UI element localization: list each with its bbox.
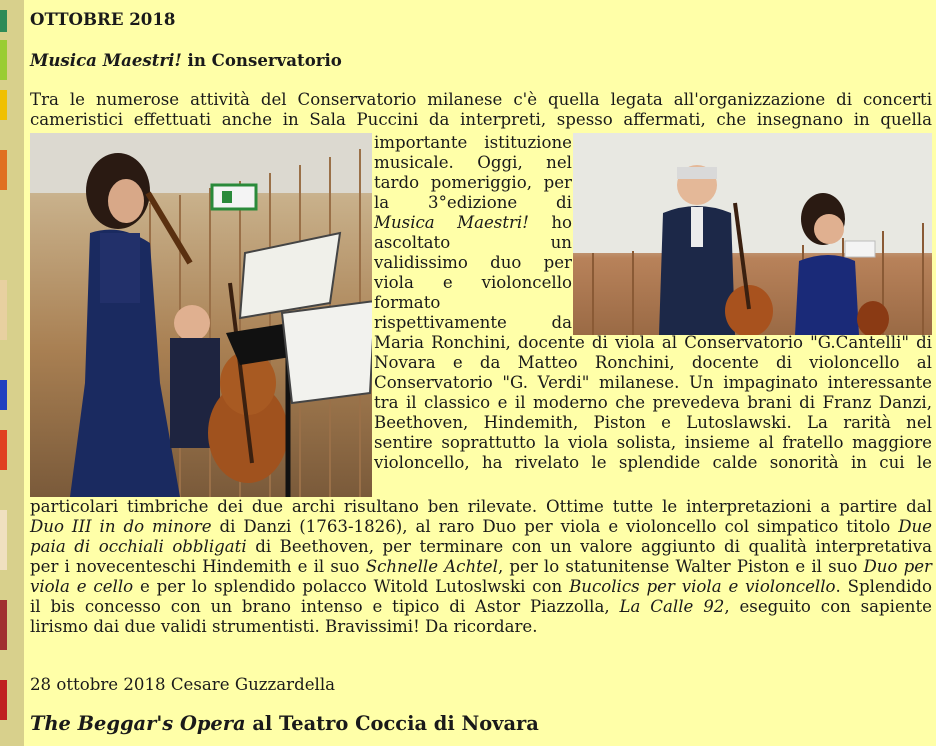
work-title-italic: paia di occhiali obbligati xyxy=(30,537,247,556)
wrapped-text-full xyxy=(30,497,932,637)
text-fragment: e per lo splendido polacco Witold Lutoslwski con xyxy=(133,577,570,596)
text-line: violoncello, ha rivelato le splendide calde sonorità in cui le xyxy=(374,453,932,472)
work-title-italic: La Calle 92 xyxy=(619,597,725,616)
concert-photo-performers xyxy=(30,133,372,497)
article xyxy=(30,0,932,746)
concert-photo-bow-drawing xyxy=(573,133,932,335)
text-line: Conservatorio "G. Verdi" milanese. Un impaginato interessante xyxy=(374,373,932,392)
text-line xyxy=(30,517,932,537)
text-line: validissimo duo per xyxy=(374,253,572,272)
text-fragment: il bis concesso con un brano intenso e tipico di Astor Piazzolla, xyxy=(30,597,620,616)
date-heading: OTTOBRE 2018 xyxy=(30,9,176,29)
sidebar-color-strip xyxy=(0,0,7,746)
text-line: tardo pomeriggio, per xyxy=(374,173,572,192)
text-line: musicale. Oggi, nel xyxy=(374,153,572,172)
text-fragment: di Beethoven, per terminare con un valore aggiunto di qualità interpretativa xyxy=(246,537,933,556)
text-line: rispettivamente da xyxy=(374,313,572,332)
next-article-title-rest: al Teatro Coccia di Novara xyxy=(245,712,539,735)
text-line: tra il classico e il moderno che prevedeva brani di Franz Danzi, xyxy=(374,393,932,412)
article-title xyxy=(30,50,342,70)
text-line: cameristici effettuati anche in Sala Puccini da interpreti, spesso affermati, che insegnano in quella xyxy=(30,110,932,129)
text-line: la 3°edizione di xyxy=(374,193,572,212)
concert-photo-bow xyxy=(573,133,932,335)
text-fragment: , eseguito con sapiente xyxy=(724,597,932,616)
next-article-title[interactable] xyxy=(30,714,539,734)
musica-maestri-italic: Musica Maestri! xyxy=(374,213,529,232)
work-title-italic: Duo III in do minore xyxy=(30,517,212,536)
text-fragment: lirismo dai due validi strumentisti. Bravissimi! Da ricordare. xyxy=(30,617,538,636)
wrapped-text-narrow xyxy=(374,133,572,333)
text-line: sentire soprattutto la viola solista, insieme al fratello maggiore xyxy=(374,433,932,452)
article-title-rest: in Conservatorio xyxy=(181,50,342,70)
text-line: viola e violoncello xyxy=(374,273,572,292)
text-line: importante istituzione xyxy=(374,133,572,152)
text-line: ascoltato un xyxy=(374,233,572,252)
concert-photo-drawing xyxy=(30,133,372,497)
intro-paragraph xyxy=(30,90,932,130)
work-title-italic: Duo per xyxy=(863,557,932,576)
work-title-italic: Due xyxy=(898,517,932,536)
article-title-italic: Musica Maestri! xyxy=(30,50,182,70)
text-line xyxy=(30,497,932,517)
text-fragment: . Splendido xyxy=(835,577,932,596)
text-line xyxy=(30,537,932,557)
text-line: formato xyxy=(374,293,441,312)
text-line-italic: Musica Maestri! ho xyxy=(374,213,572,232)
text-fragment: di Danzi (1763-1826), al raro Duo per viola e violoncello col simpatico titolo xyxy=(211,517,899,536)
work-title-italic: viola e cello xyxy=(30,577,134,596)
work-title-italic: Schnelle Achtel xyxy=(365,557,498,576)
work-title-italic: Bucolics per viola e violoncello xyxy=(569,577,836,596)
text-line xyxy=(30,617,932,637)
text-line: Maria Ronchini, docente di viola al Conservatorio "G.Cantelli" di xyxy=(374,333,932,352)
text-line xyxy=(30,577,932,597)
text-line: Tra le numerose attività del Conservatorio milanese c'è quella legata all'organizzazione di concerti xyxy=(30,90,932,109)
text-line xyxy=(30,557,932,577)
text-fragment: particolari timbriche dei due archi risultano ben rilevate. Ottime tutte le interpretazioni a partire dal xyxy=(30,497,932,516)
text-fragment: per i novecenteschi Hindemith e il suo xyxy=(30,557,366,576)
article-signature: 28 ottobre 2018 Cesare Guzzardella xyxy=(30,675,336,694)
text-line xyxy=(30,597,932,617)
text-line: Beethoven, Hindemith, Piston e Lutoslawski. La rarità nel xyxy=(374,413,932,432)
next-article-title-italic: The Beggar's Opera xyxy=(30,712,246,735)
text-line: Novara e da Matteo Ronchini, docente di violoncello al xyxy=(374,353,932,372)
left-sidebar xyxy=(0,0,24,746)
wrapped-text-medium xyxy=(374,333,932,473)
text-fragment: , per lo statunitense Walter Piston e il suo xyxy=(497,557,864,576)
